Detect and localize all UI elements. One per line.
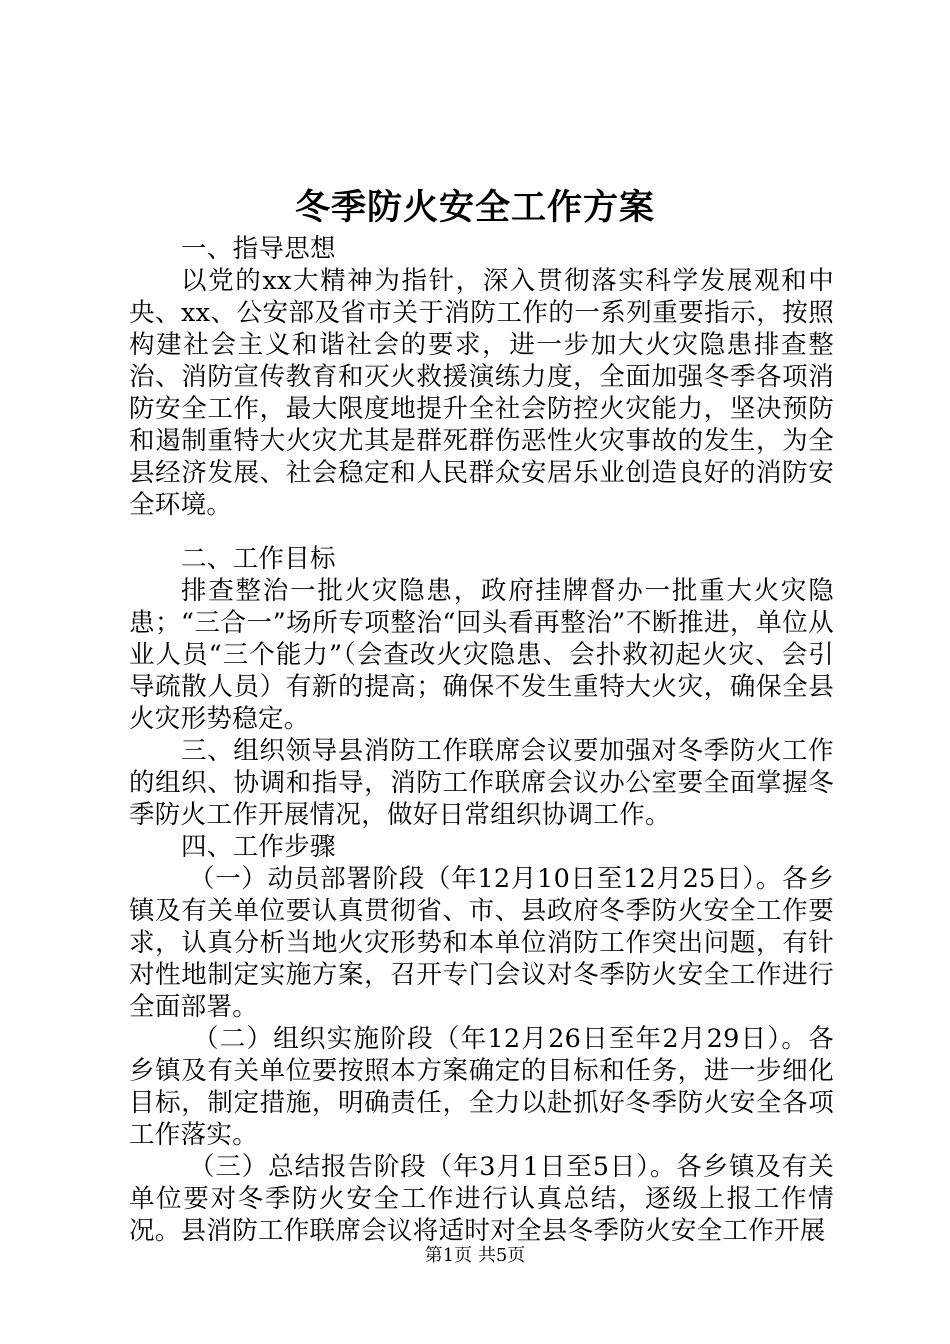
paragraph-organization-leadership: 三、组织领导县消防工作联席会议要加强对冬季防火工作的组织、协调和指导，消防工作联席会议办公室要全面掌握冬季防火工作开展情况，做好日常组织协调工作。 — [129, 736, 834, 830]
paragraph-guiding-ideology: 以党的xx大精神为指针，深入贯彻落实科学发展观和中央、xx、公安部及省市关于消防工作的一系列重要指示，按照构建社会主义和谐社会的要求，进一步加大火灾隐患排查整治、消防宣传教育和灭火救援演练力度，全面加强冬季各项消防安全工作，最大限度地提升全社会防控火灾能力，坚决预防和遏制重特大火灾尤其是群死群伤恶性火灾事故的发生，为全县经济发展、社会稳定和人民群众安居乐业创造良好的消防安全环境。 — [129, 266, 834, 520]
page-number-footer: 第1页 共5页 — [424, 1245, 526, 1266]
paragraph-step-implementation: （二）组织实施阶段（年12月26日至年2月29日）。各乡镇及有关单位要按照本方案确定的目标和任务，进一步细化目标，制定措施，明确责任，全力以赴抓好冬季防火安全各项工作落实。 — [129, 1024, 834, 1150]
section-heading-work-goals: 二、工作目标 — [181, 544, 336, 574]
paragraph-step-summary: （三）总结报告阶段（年3月1日至5日）。各乡镇及有关单位要对冬季防火安全工作进行认真总结，逐级上报工作情况。县消防工作联席会议将适时对全县冬季防火安全工作开展 — [129, 1152, 834, 1246]
paragraph-step-mobilization: （一）动员部署阶段（年12月10日至12月25日）。各乡镇及有关单位要认真贯彻省、市、县政府冬季防火安全工作要求，认真分析当地火灾形势和本单位消防工作突出问题，有针对性地制定实施方案，召开专门会议对冬季防火安全工作进行全面部署。 — [129, 864, 834, 1022]
section-heading-guiding-ideology: 一、指导思想 — [181, 234, 336, 264]
document-body — [129, 233, 834, 1247]
document-title: 冬季防火安全工作方案 — [294, 187, 655, 228]
paragraph-gap — [129, 521, 834, 543]
paragraph-work-goals: 排查整治一批火灾隐患，政府挂牌督办一批重大火灾隐患；“三合一”场所专项整治“回头看再整治”不断推进，单位从业人员“三个能力”（会查改火灾隐患、会扑救初起火灾、会引导疏散人员）有新的提高；确保不发生重特大火灾，确保全县火灾形势稳定。 — [129, 576, 834, 734]
section-heading-work-steps: 四、工作步骤 — [181, 832, 336, 862]
